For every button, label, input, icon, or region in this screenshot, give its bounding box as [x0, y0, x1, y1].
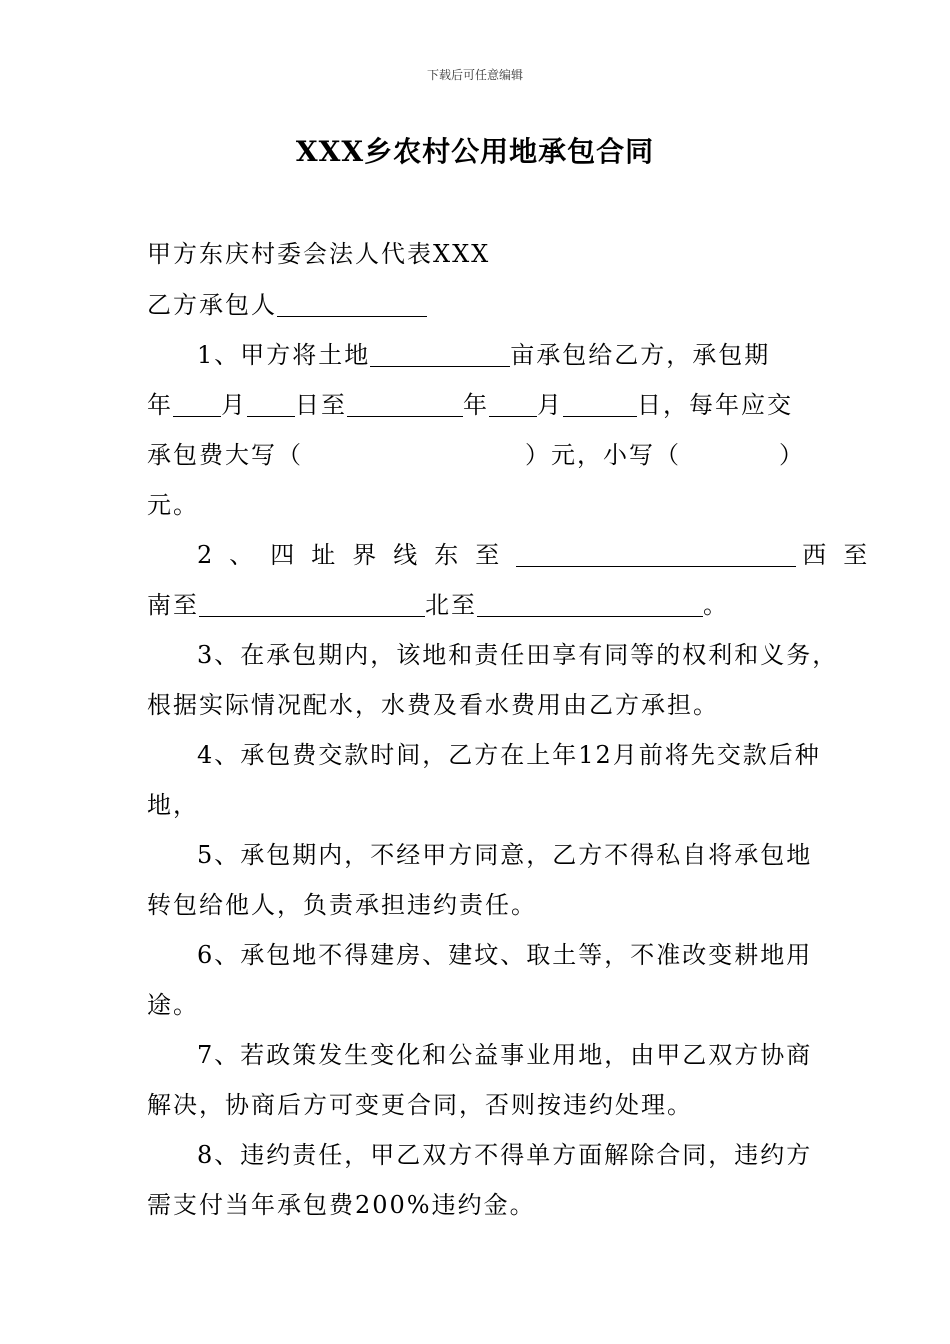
clause5-line2: 转包给他人，负责承担违约责任。: [147, 891, 537, 919]
clause2-period: 。: [703, 591, 729, 619]
clause1-line3: [147, 435, 805, 470]
clause8-line1: 8、违约责任，甲乙双方不得单方面解除合同，违约方: [197, 1141, 813, 1169]
south-boundary-blank: [199, 592, 425, 617]
clause1-month1: 月: [221, 391, 247, 419]
fee-figure-label: ）元，小写（: [525, 441, 681, 469]
clause2-line2: [147, 585, 729, 620]
clause6-line1: 6、承包地不得建房、建坟、取土等，不准改变耕地用: [197, 941, 813, 969]
clause5-line1: 5、承包期内，不经甲方同意，乙方不得私自将承包地: [197, 841, 813, 869]
north-boundary-blank: [477, 592, 703, 617]
day2-blank: [563, 392, 637, 417]
clause4-line2: 地，: [147, 791, 199, 819]
clause7-line2: 解决，协商后方可变更合同，否则按违约处理。: [147, 1091, 693, 1119]
clause1-day1: 日至: [295, 391, 347, 419]
clause1-month2: 月: [537, 391, 563, 419]
clause1-line4: 元。: [147, 491, 199, 519]
party-a-line: 甲方东庆村委会法人代表XXX: [147, 240, 491, 268]
day1-blank: [247, 392, 295, 417]
clause8-line2: 需支付当年承包费200%违约金。: [147, 1191, 536, 1219]
clause1-text-a: 1、甲方将土地: [197, 341, 371, 369]
clause4-line1: 4、承包费交款时间，乙方在上年12月前将先交款后种: [197, 741, 821, 769]
clause2-west-label: 西至: [802, 541, 885, 569]
fee-words-label: 承包费大写（: [147, 441, 303, 469]
clause2-north-label: 北至: [425, 591, 477, 619]
month2-blank: [489, 392, 537, 417]
east-boundary-blank: [516, 542, 796, 567]
party-b-blank: [277, 292, 427, 317]
land-area-blank: [370, 342, 510, 367]
header-note: 下载后可任意编辑: [426, 68, 523, 82]
contract-title: XXX乡农村公用地承包合同: [295, 135, 655, 168]
clause1-year2: 年: [463, 391, 489, 419]
clause3-line2: 根据实际情况配水，水费及看水费用由乙方承担。: [147, 691, 719, 719]
fee-figure-close: ）: [779, 441, 805, 469]
clause1-line1: [197, 335, 770, 370]
clause1-text-b: 亩承包给乙方，承包期: [510, 341, 771, 369]
party-b-line: [147, 285, 427, 320]
clause2-south-label: 南至: [147, 591, 199, 619]
clause2-line1: [197, 535, 884, 570]
year2-blank: [347, 392, 463, 417]
party-b-label: 乙方承包人: [147, 291, 277, 319]
month1-blank: [173, 392, 221, 417]
clause2-east-label: 2、四址界线东至: [197, 541, 517, 569]
clause6-line2: 途。: [147, 991, 199, 1019]
clause1-line2: [147, 385, 793, 420]
clause3-line1: 3、在承包期内，该地和责任田享有同等的权利和义务，: [197, 641, 839, 669]
clause7-line1: 7、若政策发生变化和公益事业用地，由甲乙双方协商: [197, 1041, 813, 1069]
clause1-day2: 日，每年应交: [637, 391, 793, 419]
clause1-year1: 年: [147, 391, 173, 419]
